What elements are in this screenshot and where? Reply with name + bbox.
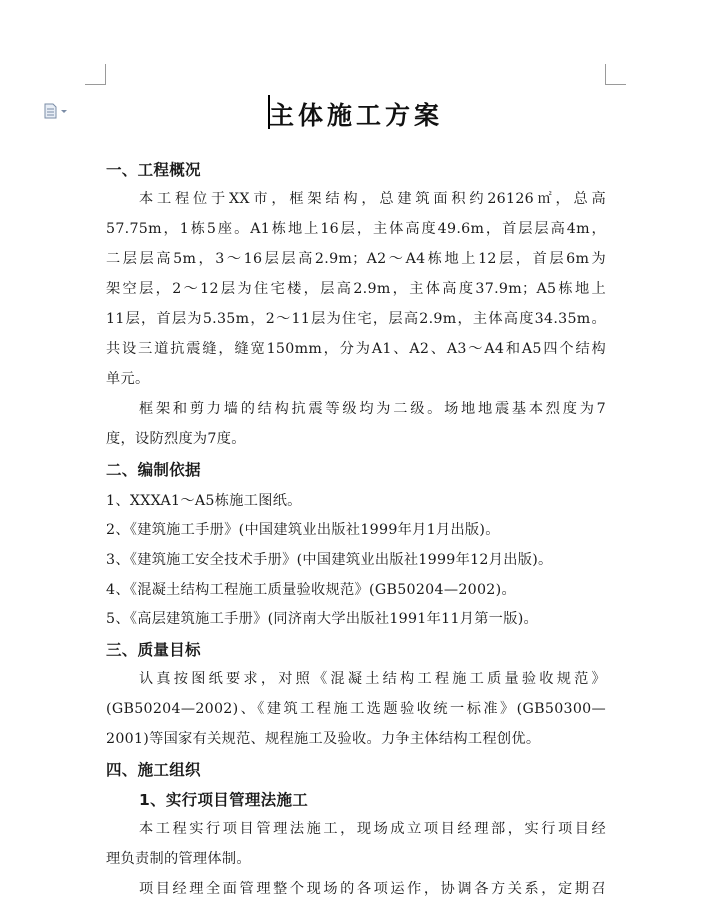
paragraph-line: 共设三道抗震缝，缝宽150mm，分为A1、A2、A3～A4和A5四个结构 [106,341,606,357]
list-item: 5、《高层建筑施工手册》(同济南大学出版社1991年11月第一版)。 [106,611,539,627]
section-heading: 三、质量目标 [106,641,201,659]
paragraph-line: 理负责制的管理体制。 [106,851,251,867]
paragraph-line: 2001)等国家有关规范、规程施工及验收。力争主体结构工程创优。 [106,731,541,747]
list-item: 1、XXXA1～A5栋施工图纸。 [106,493,302,509]
paragraph-line: 57.75m，1栋5座。A1栋地上16层，主体高度49.6m，首层层高4m， [106,221,606,237]
sub-heading: 1、实行项目管理法施工 [139,791,309,809]
document-options-icon[interactable] [44,103,68,119]
list-item: 2、《建筑施工手册》(中国建筑业出版社1999年月1月出版)。 [106,522,500,538]
paragraph-line: 二层层高5m，3～16层层高2.9m；A2～A4栋地上12层，首层6m为 [106,251,606,267]
list-item: 4、《混凝土结构工程施工质量验收规范》(GB50204—2002)。 [106,582,516,598]
paragraph-line: 单元。 [106,371,150,387]
paragraph-line: (GB50204—2002)、《建筑工程施工选题验收统一标准》(GB50300— [106,701,606,717]
document-title: 主体施工方案 [268,101,443,130]
paragraph-line: 本工程位于XX市，框架结构，总建筑面积约26126㎡，总高 [139,191,606,207]
paragraph-line: 框架和剪力墙的结构抗震等级均为二级。场地地震基本烈度为7 [139,401,606,417]
paragraph-line: 本工程实行项目管理法施工，现场成立项目经理部，实行项目经 [139,821,606,837]
section-heading: 四、施工组织 [106,761,201,779]
paragraph-line: 项目经理全面管理整个现场的各项运作，协调各方关系，定期召 [139,881,606,897]
paragraph-line: 11层，首层为5.35m，2～11层为住宅，层高2.9m，主体高度34.35m。 [106,311,606,327]
paragraph-line: 度，设防烈度为7度。 [106,431,246,447]
paragraph-line: 认真按图纸要求，对照《混凝土结构工程施工质量验收规范》 [139,671,606,687]
paragraph-line: 架空层，2～12层为住宅楼，层高2.9m，主体高度37.9m；A5栋地上 [106,281,606,297]
section-heading: 二、编制依据 [106,461,201,479]
page-corner-mark-top-right [605,64,626,85]
list-item: 3、《建筑施工安全技术手册》(中国建筑业出版社1999年12月出版)。 [106,552,553,568]
section-heading: 一、工程概况 [106,161,201,179]
page-corner-mark-top-left [85,64,106,85]
